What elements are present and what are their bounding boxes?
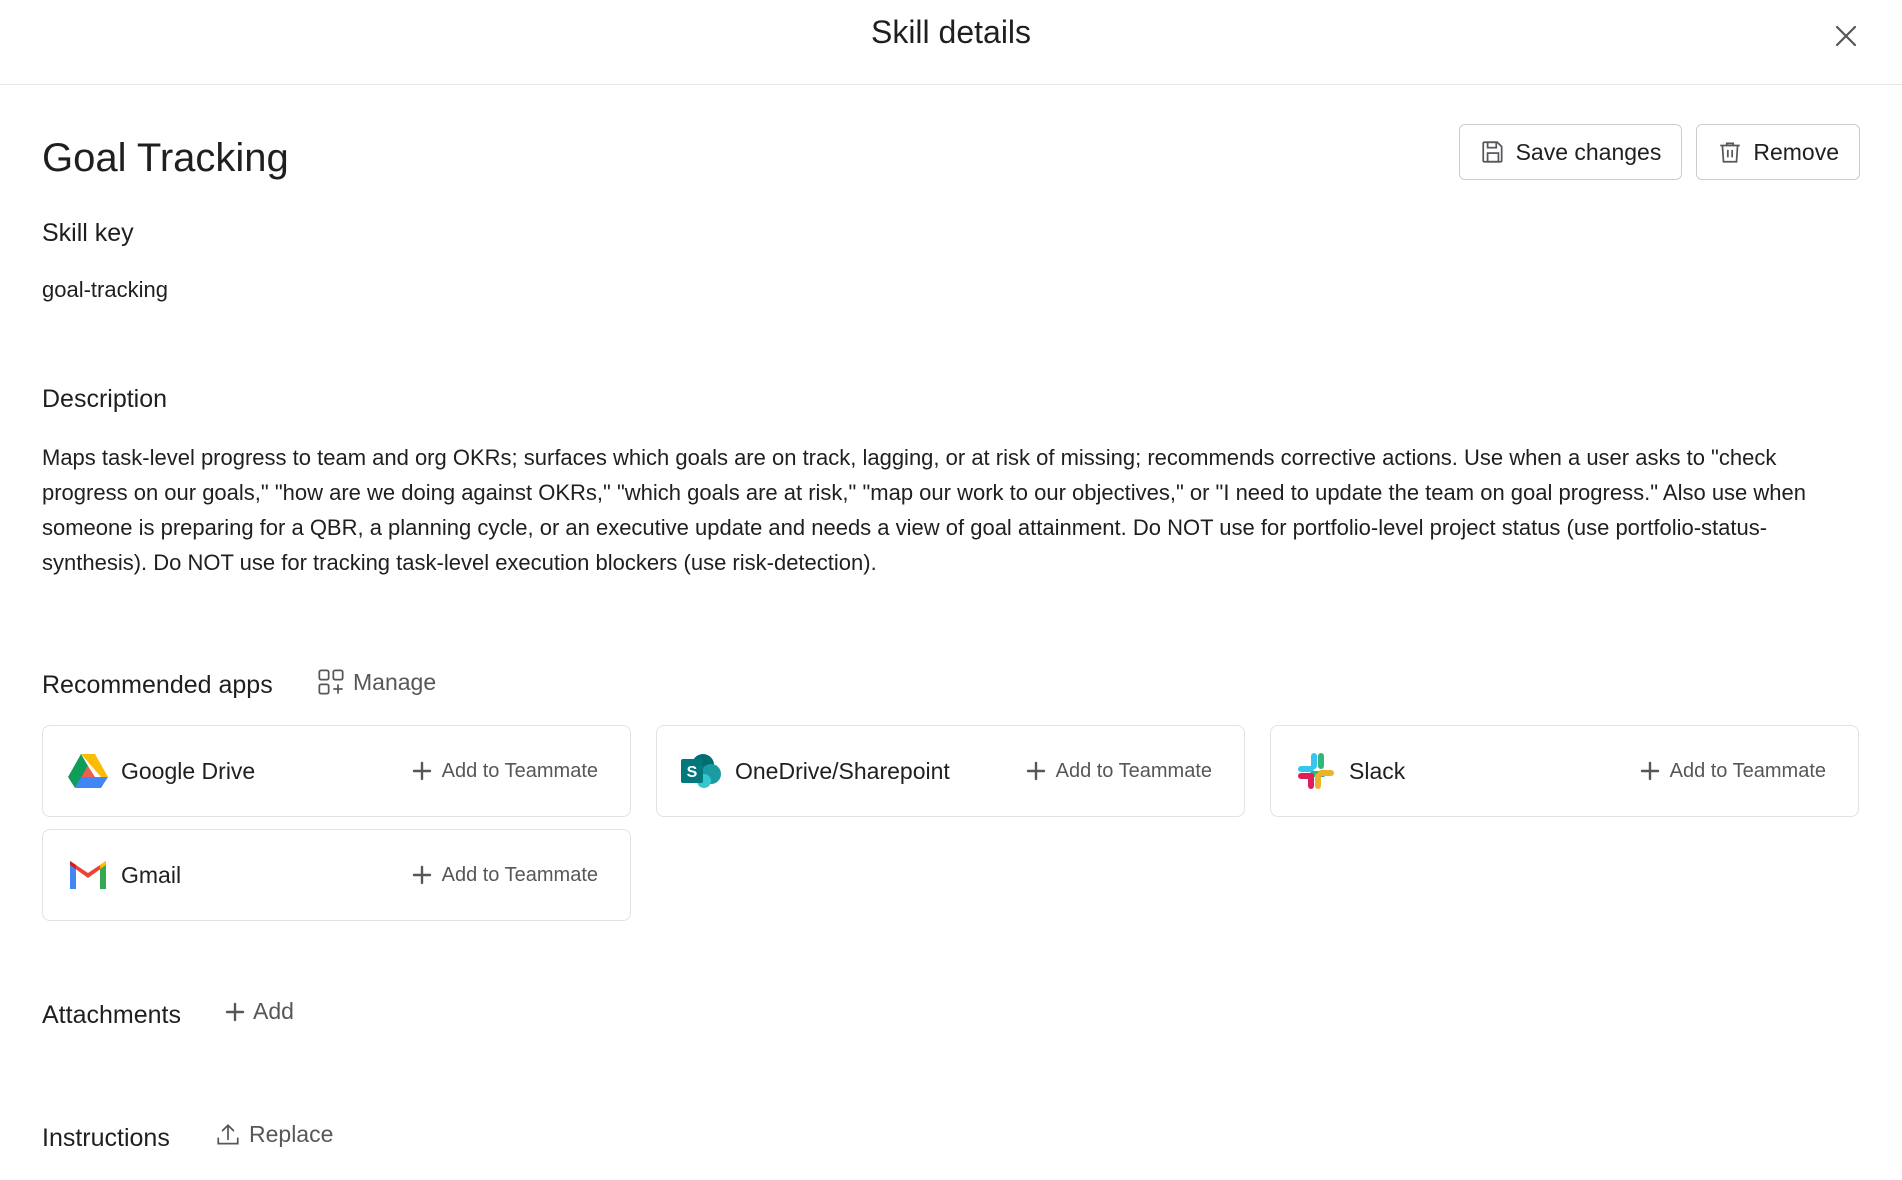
app-name: Gmail [121, 861, 182, 888]
add-attachment-button[interactable] [225, 998, 294, 1025]
skill-key-label: Skill key [42, 219, 134, 247]
app-name: Google Drive [121, 757, 256, 784]
description-text: Maps task-level progress to team and org OKRs; surfaces which goals are on track, lagging, or at risk of missing; recommends corrective actions. Use when a user asks to "check progress on our goals," "how are we doing against OKRs," "which goals are at risk," "map our work to our objectives," or "I need to update the team on goal progress." Also use when someone is preparing for a QBR, a planning cycle, or an executive update and needs a view of goal attainment. Do NOT use for portfolio-level project status (use portfolio-status-synthesis). Do NOT use for tracking task-level execution blockers (use risk-detection). [42, 445, 1806, 575]
add-to-teammate-label: Add to Teammate [1055, 759, 1212, 782]
gmail-icon [67, 854, 109, 896]
skill-key-value: goal-tracking [42, 277, 168, 302]
attachments-label: Attachments [42, 1001, 181, 1029]
slack-icon [1295, 750, 1337, 792]
replace-label: Replace [249, 1121, 334, 1147]
app-card-google-drive [42, 725, 631, 817]
add-to-teammate-button[interactable] [1026, 760, 1212, 783]
add-to-teammate-button[interactable] [412, 864, 598, 887]
recommended-apps-label: Recommended apps [42, 671, 273, 699]
instructions-label: Instructions [42, 1124, 170, 1152]
add-to-teammate-button[interactable] [1640, 760, 1826, 783]
google-drive-icon [67, 750, 109, 792]
add-to-teammate-label: Add to Teammate [1669, 759, 1826, 782]
upload-icon [215, 1122, 241, 1148]
close-icon [1834, 24, 1858, 48]
trash-icon [1717, 139, 1743, 165]
close-button[interactable] [1830, 20, 1862, 52]
app-name: Slack [1349, 757, 1406, 784]
modal-title: Skill details [870, 14, 1032, 50]
apps-grid-icon [317, 668, 345, 696]
remove-label: Remove [1753, 138, 1839, 165]
skill-actions [1459, 124, 1860, 180]
replace-instructions-button[interactable] [215, 1121, 333, 1148]
skill-name: Goal Tracking [42, 136, 289, 180]
plus-icon [225, 1002, 245, 1022]
svg-text:S: S [686, 764, 698, 781]
plus-icon [1026, 761, 1046, 781]
manage-label: Manage [353, 668, 437, 695]
plus-icon [1640, 761, 1660, 781]
add-to-teammate-button[interactable] [412, 760, 598, 783]
add-to-teammate-label: Add to Teammate [441, 759, 598, 782]
app-card-slack [1270, 725, 1859, 817]
plus-icon [412, 761, 432, 781]
description-label: Description [42, 385, 168, 413]
save-changes-label: Save changes [1515, 138, 1662, 165]
save-changes-button[interactable] [1459, 124, 1683, 180]
plus-icon [412, 865, 432, 885]
app-card-sharepoint [656, 725, 1245, 817]
app-card-gmail [42, 829, 631, 921]
save-icon [1480, 139, 1506, 165]
add-attachment-label: Add [253, 998, 294, 1024]
sharepoint-icon [681, 750, 723, 792]
modal-header [0, 0, 1902, 85]
manage-apps-button[interactable] [317, 668, 436, 696]
remove-button[interactable] [1696, 124, 1860, 180]
add-to-teammate-label: Add to Teammate [441, 863, 598, 886]
app-name: OneDrive/Sharepoint [735, 757, 950, 784]
